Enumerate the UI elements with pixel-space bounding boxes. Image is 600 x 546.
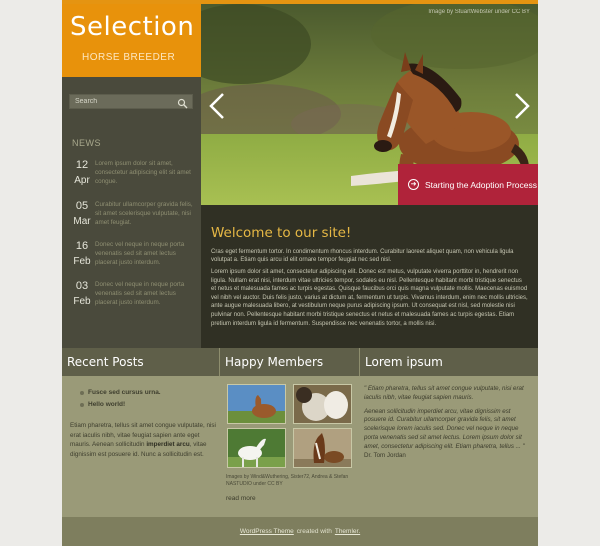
- wordpress-theme-link[interactable]: WordPress Theme: [239, 528, 294, 535]
- recent-post-link[interactable]: Hello world!: [88, 401, 126, 408]
- list-item[interactable]: [80, 387, 161, 399]
- welcome-lead: Cras eget fermentum tortor. In condimentum rhoncus interdum. Curabitur laoreet aliquet quam, non vehicula ligula volutpat a. Etiam quis arcu id elit ornare tempor feugiat nec sed nisl.: [211, 249, 514, 263]
- news-text[interactable]: Lorem ipsum dolor sit amet, consectetur adipiscing elit sit amet congue.: [95, 160, 191, 185]
- recent-posts-list: [80, 387, 161, 411]
- site-subtitle: HORSE BREEDER: [82, 52, 176, 63]
- news-item[interactable]: [62, 159, 201, 199]
- footer-text: created with: [296, 528, 332, 535]
- arrow-circle-icon: ➜: [408, 179, 419, 190]
- bottom-columns: [62, 348, 538, 517]
- news-text[interactable]: Donec vel neque in neque porta venenatis sed sit amet lectus placerat justo interdum.: [95, 241, 185, 266]
- welcome-title: Welcome to our site!: [211, 225, 352, 241]
- recent-posts-text: [70, 421, 216, 459]
- hero-slider: [201, 4, 538, 205]
- recent-posts-heading: [62, 348, 220, 376]
- welcome-body: Lorem ipsum dolor sit amet, consectetur adipiscing elit. Donec est metus, vulputate viverra porttitor in, hendrerit non ligula. Nullam erat nisi, interdum vitae ultricies tempor, sodales eu nisl. Pellentesque habitant morbi tristique senectus et netus et malesuada fames ac turpis egestas. Quisque faucibus orci quis magna vulputate mollis. Maecenas euismod vel nibh vel auctor. Duis felis justo, varius at dictum at, fermentum ut turpis. Vivamus interdum, enim nec mollis ultricies, ante augue malesuada libero, at vestibulum neque purus adipiscing ipsum. Ut consequat est nisl, sed molestie nisi pulvinar non. Pellentesque habitant morbi tristique senectus et netus et malesuada fames ac turpis egestas. Etiam pretium interdum ligula id fermentum. Suspendisse nec venenatis tortor, a mollis nisi.: [211, 269, 528, 327]
- bullet-icon: [80, 403, 84, 407]
- news-item[interactable]: [62, 200, 201, 240]
- news-day: 12: [75, 159, 89, 171]
- chevron-right-icon[interactable]: [512, 92, 532, 120]
- news-month: Feb: [73, 296, 91, 307]
- news-text[interactable]: Curabitur ullamcorper gravida felis, sit amet scelerisque vulputate, nisi amet feugiat.: [95, 201, 193, 226]
- cta-label: Starting the Adoption Process: [425, 179, 537, 190]
- recent-text-part: , vitae dignissim est posuere id. Nunc a sollicitudin est.: [70, 441, 207, 458]
- testimonial: [364, 385, 534, 460]
- news-day: 05: [75, 200, 89, 212]
- bullet-icon: [80, 391, 84, 395]
- themler-link[interactable]: Themler.: [334, 528, 361, 535]
- news-item[interactable]: [62, 280, 201, 320]
- search-icon[interactable]: [177, 96, 189, 107]
- testimonial-text: " Etiam pharetra, tellus sit amet congue vulputate, nisi erat iaculis nibh, vitae feugiat sapien mauris.: [364, 385, 524, 401]
- search-input[interactable]: [70, 95, 175, 108]
- logo-block[interactable]: [62, 4, 201, 77]
- gallery-thumbnail[interactable]: [293, 428, 352, 468]
- welcome-section: [201, 205, 538, 348]
- site-title[interactable]: Selection: [70, 12, 195, 42]
- news-month: Feb: [73, 256, 91, 267]
- read-more-link[interactable]: read more: [226, 495, 256, 502]
- news-month: Apr: [74, 175, 90, 186]
- gallery-credit: Images by Wind&Wuthering, Sister72, Andrea & Stefan NASTUDIO under CC BY: [226, 474, 349, 487]
- news-day: 03: [75, 280, 89, 292]
- happy-members-heading: [220, 348, 360, 376]
- news-heading: NEWS: [72, 138, 101, 148]
- lorem-title: Lorem ipsum: [365, 355, 443, 369]
- page-container: [62, 0, 538, 546]
- recent-text-part: Etiam pharetra, tellus sit amet congue vulputate, nisi erat iaculis nibh, vitae feugiat sapien ante eget mauris. Aenean sollicitudin: [70, 422, 216, 449]
- testimonial-author: Dr. Tom Jordan: [364, 451, 406, 459]
- gallery-thumbnail[interactable]: [227, 384, 286, 424]
- recent-post-link[interactable]: Fusce sed cursus urna.: [88, 389, 161, 396]
- news-text[interactable]: Donec vel neque in neque porta venenatis sed sit amet lectus placerat justo interdum.: [95, 281, 185, 306]
- lorem-heading: [360, 348, 538, 376]
- news-month: Mar: [73, 216, 91, 227]
- chevron-left-icon[interactable]: [207, 92, 227, 120]
- recent-posts-title: Recent Posts: [67, 355, 144, 369]
- news-day: 16: [75, 240, 89, 252]
- gallery-thumbnail[interactable]: [227, 428, 286, 468]
- testimonial-text: Aenean sollicitudin imperdiet arcu, vitae dignissim est posuere id. Curabitur ullamcorper gravida felis, sit amet scelerisque lorem iaculis sed. Donec vel neque in neque porta venenatis sed sit amet lectus. Lorem ipsum dolor sit amet, consectetur adipiscing elit. Etiam pharetra, tellus ... ": [364, 407, 525, 450]
- news-item[interactable]: [62, 240, 201, 280]
- adoption-cta-button[interactable]: [398, 164, 538, 205]
- search-box: [69, 94, 193, 109]
- list-item[interactable]: [80, 399, 161, 411]
- footer: [62, 517, 538, 546]
- happy-members-title: Happy Members: [225, 355, 324, 369]
- recent-text-bold: imperdiet arcu: [146, 441, 190, 449]
- slider-credit: Image by StuartWebster under CC BY: [428, 9, 530, 15]
- gallery-thumbnail[interactable]: [293, 384, 352, 424]
- sidebar: [62, 77, 201, 348]
